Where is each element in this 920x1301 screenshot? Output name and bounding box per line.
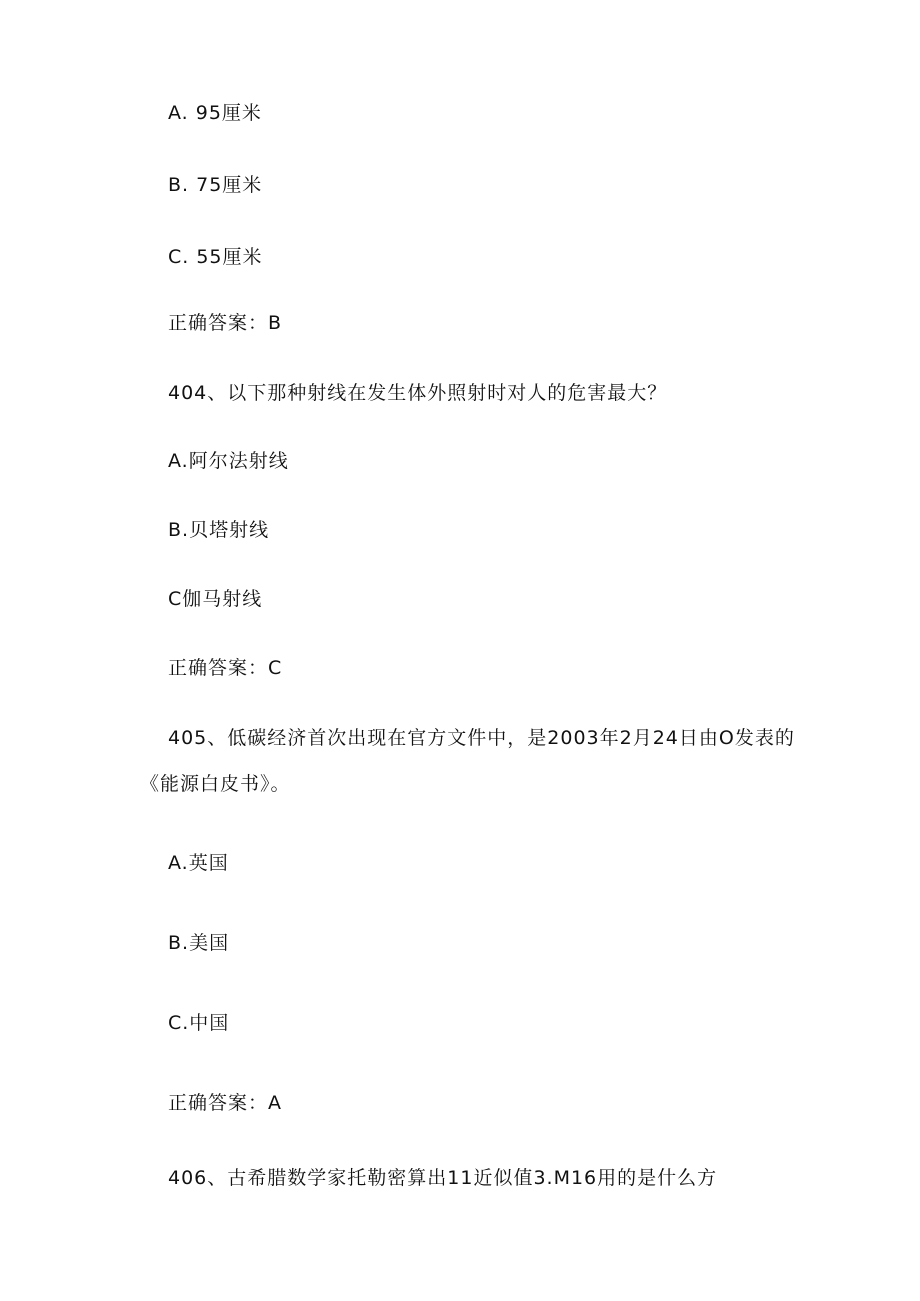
option-a-95cm: A. 95厘米 — [168, 102, 262, 124]
option-b-beta: B.贝塔射线 — [168, 519, 270, 541]
question-404: 404、以下那种射线在发生体外照射时对人的危害最大？ — [168, 382, 668, 404]
option-c-gamma: C伽马射线 — [168, 588, 263, 610]
question-405: 405、低碳经济首次出现在官方文件中，是2003年2月24日由O发表的 — [168, 727, 795, 749]
option-a-uk: A.英国 — [168, 852, 229, 874]
answer-a: 正确答案：A — [168, 1092, 282, 1114]
option-c-china: C.中国 — [168, 1012, 230, 1034]
option-b-75cm: B. 75厘米 — [168, 174, 263, 196]
answer-b: 正确答案：B — [168, 312, 283, 334]
question-406: 406、古希腊数学家托勒密算出11近似值3.M16用的是什么方 — [168, 1167, 718, 1189]
question-405-continued: 《能源白皮书》。 — [140, 773, 291, 795]
option-a-alpha: A.阿尔法射线 — [168, 450, 289, 472]
option-b-usa: B.美国 — [168, 932, 230, 954]
option-c-55cm: C. 55厘米 — [168, 246, 263, 268]
answer-c: 正确答案：C — [168, 657, 283, 679]
